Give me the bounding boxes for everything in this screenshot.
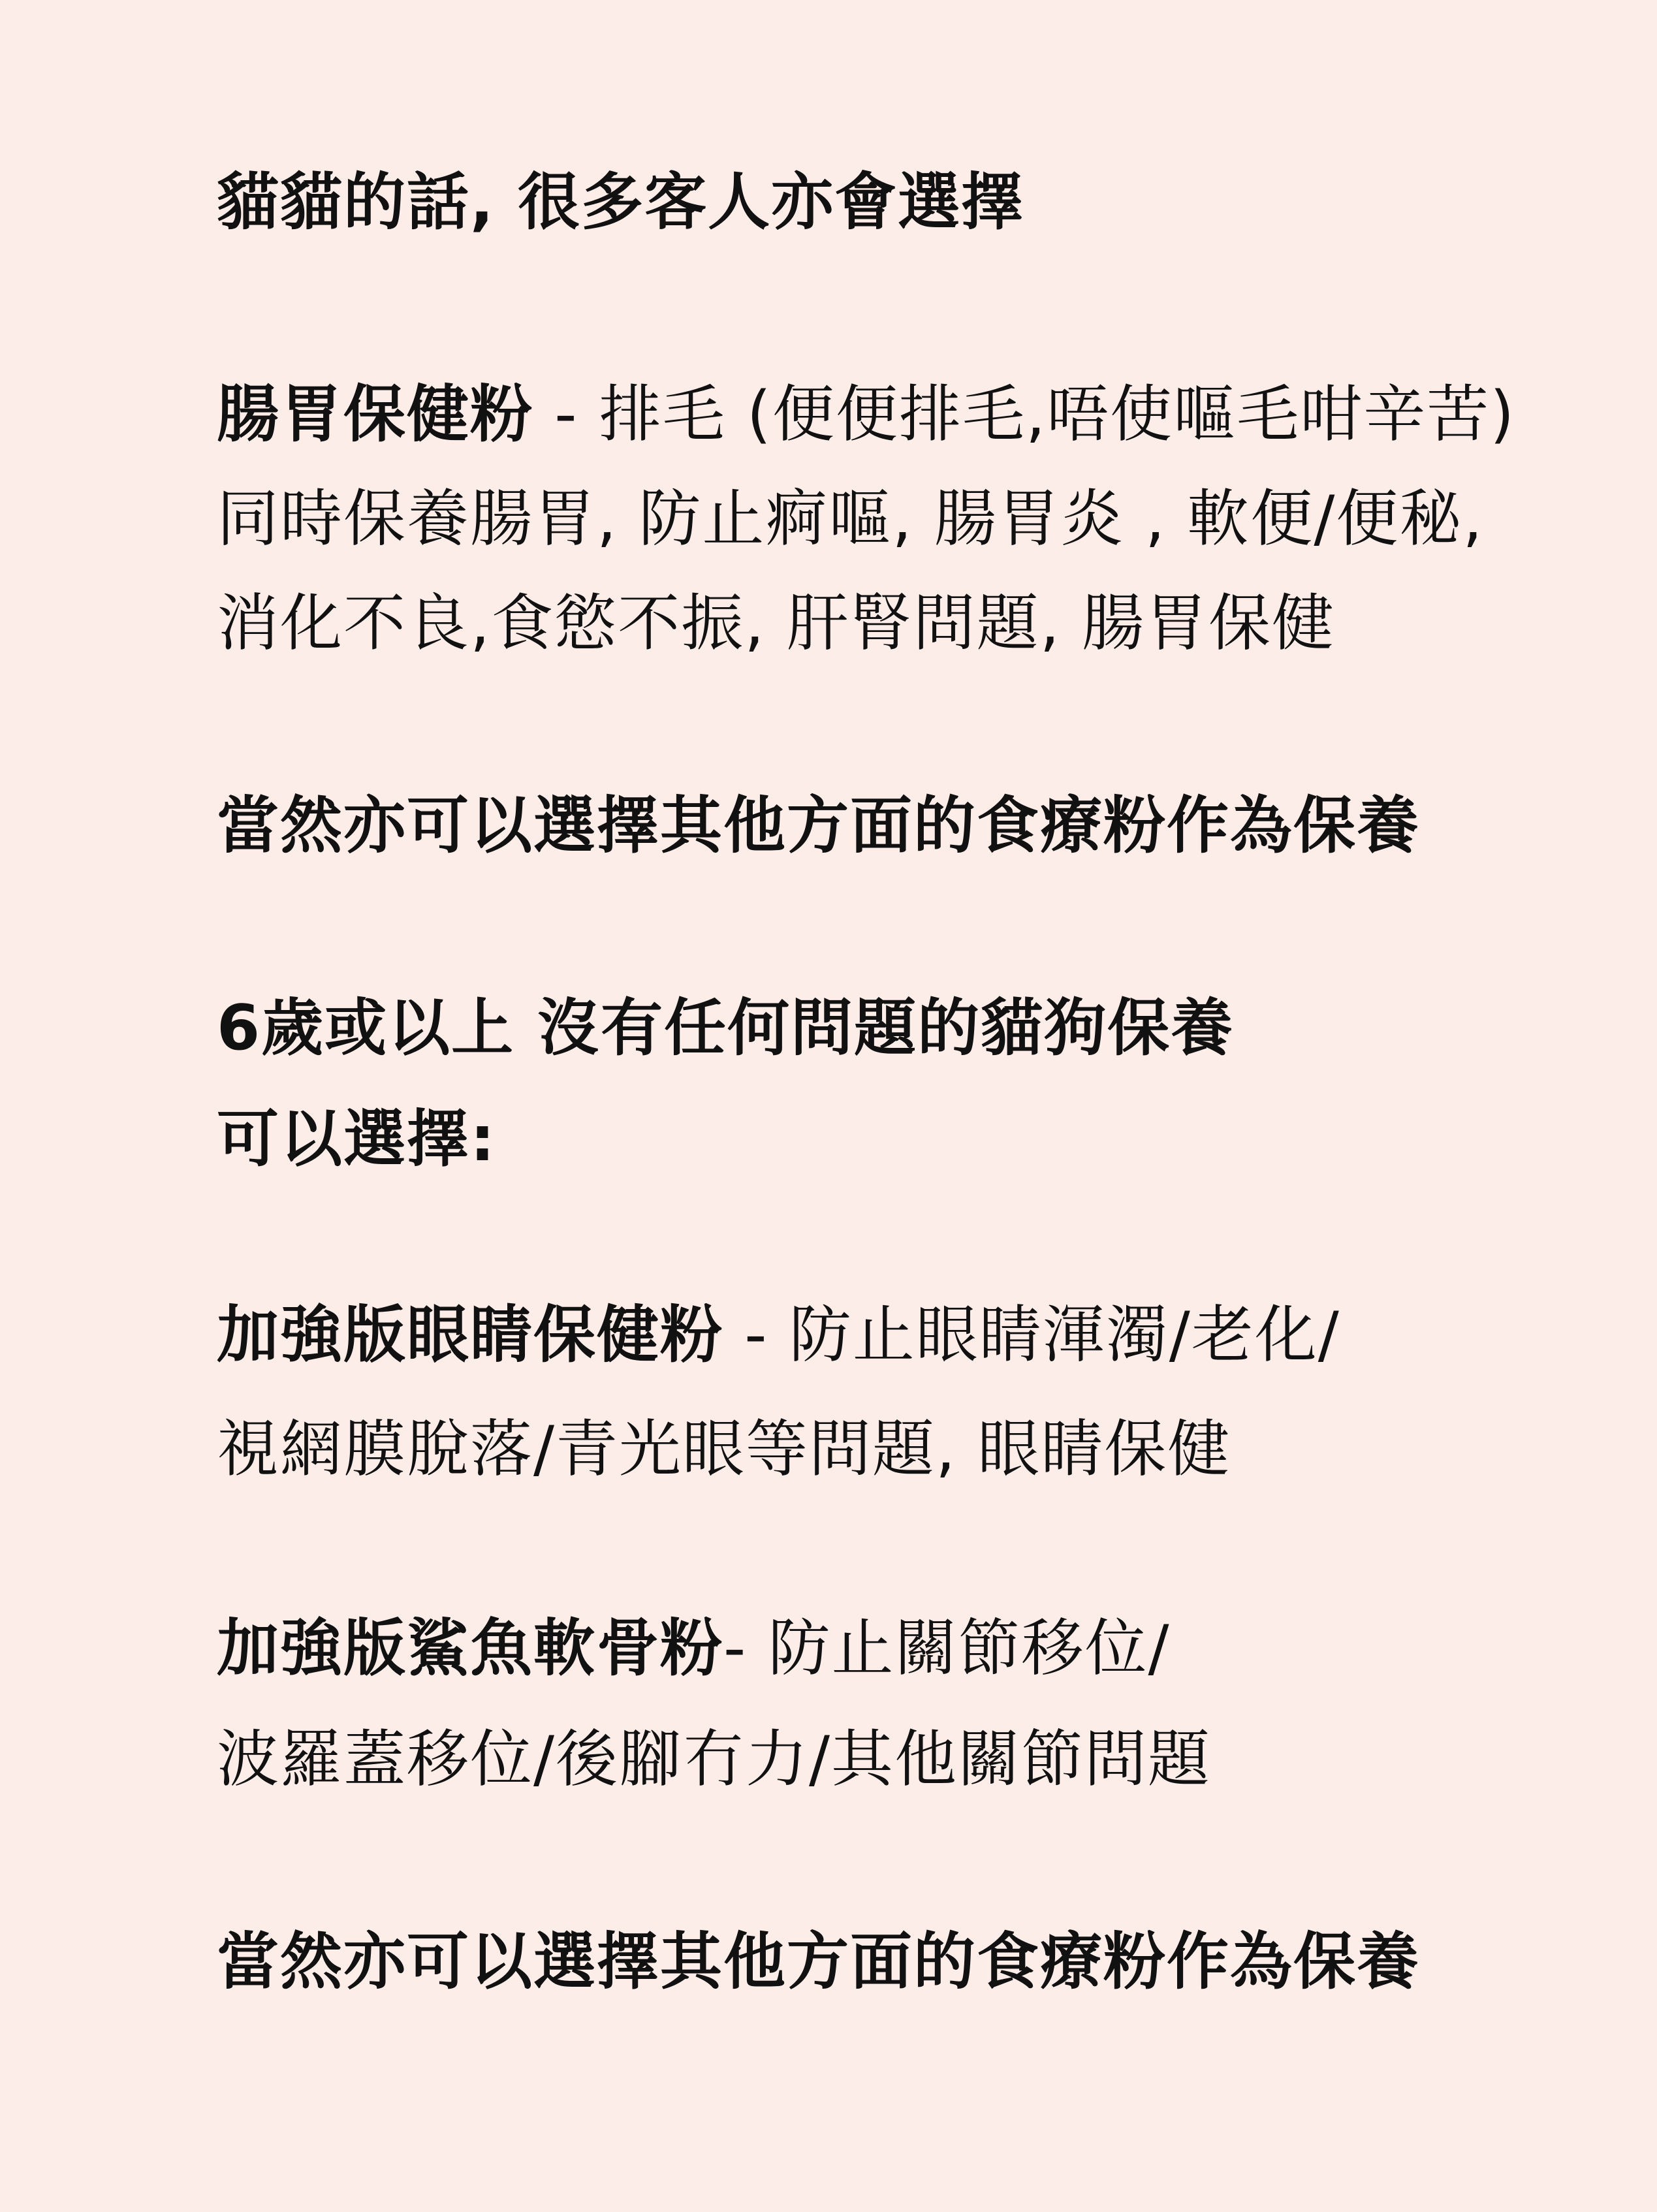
other-option-heading-2: 當然亦可以選擇其他方面的食療粉作為保養 [217,1926,1421,1998]
other-option-heading-1: 當然亦可以選擇其他方面的食療粉作為保養 [217,790,1421,862]
cartilage-powder-line-1 [217,1603,1171,1694]
cartilage-powder-name: 加強版鯊魚軟骨粉 [217,1613,724,1684]
eye-powder-desc-1: - 防止眼睛渾濁/老化/ [723,1299,1340,1371]
eye-powder-line-1 [217,1289,1340,1381]
cat-intro-heading: 貓貓的話, 很多客人亦會選擇 [217,166,1025,238]
gut-powder-name: 腸胃保健粉 [217,379,534,450]
cartilage-powder-desc-1: - 防止關節移位/ [723,1613,1171,1684]
eye-powder-name: 加強版眼睛保健粉 [217,1299,724,1371]
senior-intro-line-1: 6歲或以上 沒有任何問題的貓狗保養 [217,992,1235,1064]
senior-intro-line-2: 可以選擇: [217,1103,496,1175]
gut-powder-line-3: 消化不良,食慾不振, 肝腎問題, 腸胃保健 [217,588,1335,659]
gut-powder-desc-1: - 排毛 (便便排毛,唔使嘔毛咁辛苦) [533,379,1516,450]
gut-powder-line-1 [217,369,1515,460]
gut-powder-line-2: 同時保養腸胃, 防止痾嘔, 腸胃炎 , 軟便/便秘, [217,483,1484,555]
cartilage-powder-line-2: 波羅蓋移位/後腳冇力/其他關節問題 [217,1724,1212,1795]
eye-powder-line-2: 視網膜脫落/青光眼等問題, 眼睛保健 [217,1414,1231,1485]
